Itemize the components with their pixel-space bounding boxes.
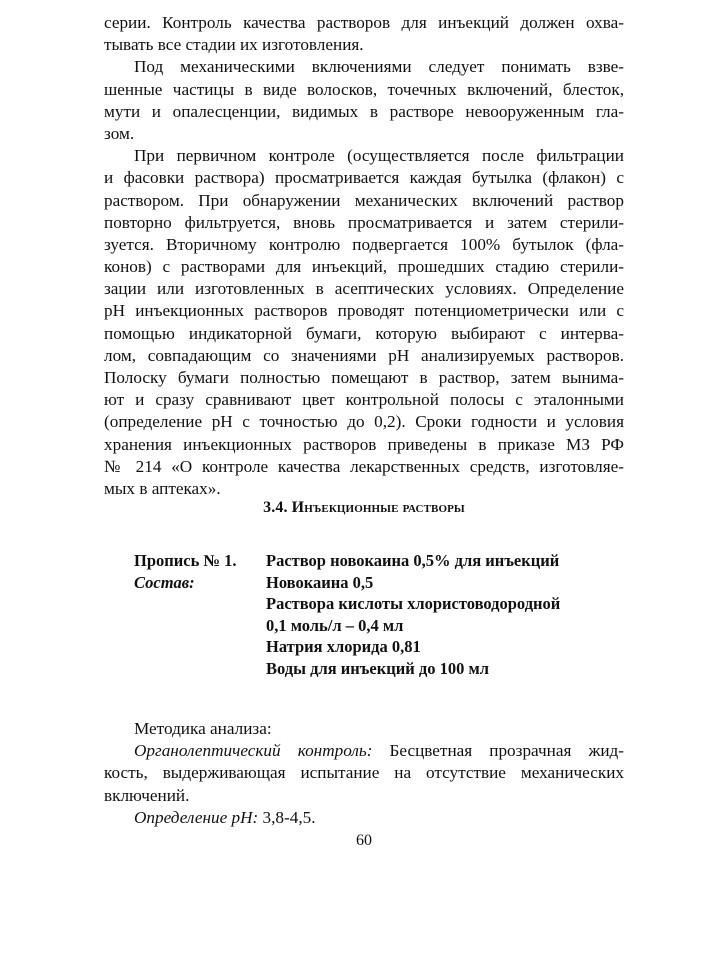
section-number: 3.4. [263, 499, 288, 516]
body-line: При первичном контроле (осуществляется после фильтрации [134, 146, 624, 166]
ingredient: Воды для инъекций до 100 мл [266, 658, 489, 678]
method-section [104, 718, 624, 829]
page-number: 60 [356, 832, 372, 849]
body-text [104, 12, 624, 500]
recipe-ingredient-row [134, 572, 624, 594]
body-line: и фасовки раствора) просматривается каждая бутылка (флакон) с [104, 168, 624, 188]
body-line: хранения инъекционных растворов приведены в приказе МЗ РФ [104, 434, 624, 454]
body-line: шенные частицы в виде волосков, точечных включений, блесток, [104, 79, 624, 99]
body-line: лом, совпадающим со значениями pH анализируемых растворов. [104, 345, 624, 365]
organoleptic-text: Бесцветная прозрачная жид- [389, 741, 624, 761]
ingredient: 0,1 моль/л – 0,4 мл [266, 615, 404, 635]
section-title: Инъекционные растворы [291, 499, 465, 516]
recipe-title: Раствор новокаина 0,5% для инъекций [266, 551, 560, 570]
body-line: зом. [104, 123, 135, 143]
body-line: Под механическими включениями следует понимать взве- [134, 57, 624, 77]
recipe-title-row [134, 550, 624, 572]
body-line: раствором. При обнаружении механических включений раствор [104, 190, 624, 210]
recipe-ingredient-row [134, 658, 624, 680]
recipe-block [134, 550, 624, 679]
ingredient: Новокаина 0,5 [266, 572, 374, 592]
ingredient: Натрия хлорида 0,81 [266, 637, 421, 656]
body-line: ют и сразу сравнивают цвет контрольной полосы с эталонными [104, 390, 624, 410]
body-line: (определение pH с точностью до 0,2). Сроки годности и условия [104, 412, 624, 432]
section-heading [104, 498, 624, 518]
ph-line [104, 807, 624, 829]
ph-value: 3,8-4,5. [262, 807, 316, 827]
body-line: тывать все стадии их изготовления. [104, 35, 364, 55]
recipe-ingredient-row [134, 636, 624, 658]
ph-label: Определение pH: [134, 807, 259, 827]
organoleptic-line: кость, выдерживающая испытание на отсутствие механических [104, 763, 624, 783]
organoleptic-label: Органолептический контроль: [134, 741, 373, 761]
method-heading: Методика анализа: [134, 719, 272, 738]
book-page [104, 12, 624, 849]
recipe-ingredient-row [134, 615, 624, 637]
composition-label: Состав: [134, 572, 195, 592]
body-line: повторно фильтруется, вновь просматривается и затем стерили- [104, 212, 624, 232]
body-line: зации или изготовленных в асептических условиях. Определение [104, 279, 624, 299]
body-line: № 214 «О контроле качества лекарственных средств, изготовляе- [104, 456, 624, 476]
organoleptic-line: включений. [104, 785, 190, 805]
body-line: мых в аптеках». [104, 478, 221, 498]
body-line: зуется. Вторичному контролю подвергается 100% бутылок (фла- [104, 234, 624, 254]
organoleptic-line [104, 740, 624, 762]
body-line: конов) с растворами для инъекций, прошедших стадию стерили- [104, 257, 624, 277]
body-line: мути и опалесценции, видимых в растворе невооруженным гла- [104, 101, 624, 121]
recipe-ingredient-row [134, 593, 624, 615]
body-line: Полоску бумаги полностью помещают в раствор, затем вынима- [104, 368, 624, 387]
body-line: серии. Контроль качества растворов для инъекций должен охва- [104, 13, 624, 32]
body-line: pH инъекционных растворов проводят потенциометрически или с [104, 301, 624, 321]
body-line: помощью индикаторной бумаги, которую выбирают с интерва- [104, 323, 624, 343]
recipe-label: Пропись № 1. [134, 551, 237, 570]
ingredient: Раствора кислоты хлористоводородной [266, 594, 561, 613]
